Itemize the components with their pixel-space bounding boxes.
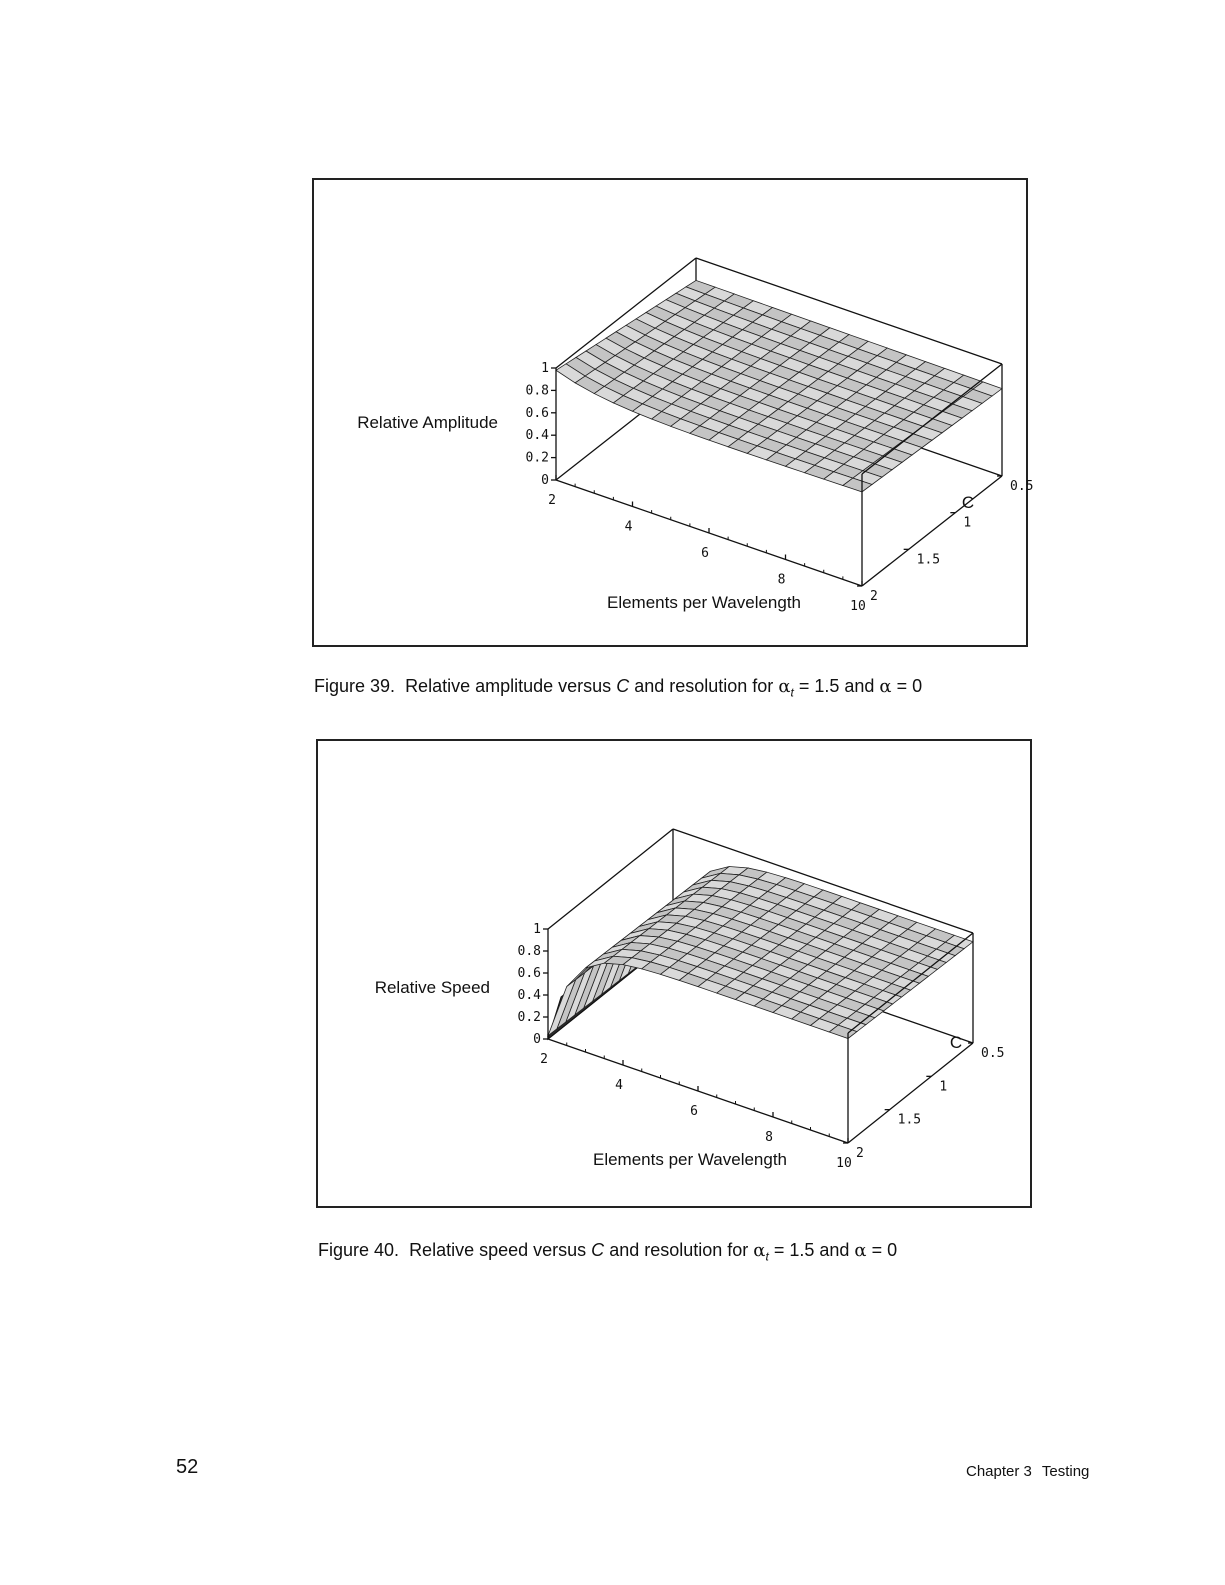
x-tick-label: 2 bbox=[548, 493, 556, 508]
c-tick-label: 0.5 bbox=[981, 1046, 1005, 1061]
surface-mesh bbox=[548, 866, 973, 1039]
z-tick-label: 0 bbox=[541, 473, 549, 488]
z-tick-label: 0.2 bbox=[517, 1010, 541, 1025]
figure-39-svg bbox=[314, 180, 1034, 645]
z-tick-label: 0 bbox=[533, 1032, 541, 1047]
x-tick-label: 8 bbox=[765, 1130, 773, 1145]
x-tick-label: 6 bbox=[701, 546, 709, 561]
box-edge-back-top-left bbox=[548, 829, 673, 929]
x-axis-title: Elements per Wavelength bbox=[592, 1150, 788, 1169]
z-tick-label: 0.4 bbox=[525, 428, 549, 444]
c-tick-label: 1.5 bbox=[897, 1112, 922, 1128]
figure-40-caption: Figure 40. Relative speed versus C and resolution for $\alpha_t = 1.5$ and α = 0 bbox=[318, 1240, 898, 1264]
z-tick-label: 0.8 bbox=[517, 944, 541, 959]
z-tick-label: 1 bbox=[533, 922, 541, 937]
z-tick-label: 0.6 bbox=[517, 966, 541, 981]
x-tick-label: 2 bbox=[540, 1052, 548, 1067]
c-tick-label: 2 bbox=[856, 1146, 864, 1161]
surface-mesh bbox=[556, 280, 1002, 491]
footer-title: Testing bbox=[1041, 1463, 1090, 1480]
figure-39-label: Figure 39. bbox=[314, 676, 396, 696]
footer-chapter: Chapter 3 bbox=[966, 1463, 1032, 1480]
c-axis-title: C bbox=[949, 1033, 963, 1052]
x-tick-label: 10 bbox=[850, 599, 866, 614]
figure-39-caption: Figure 39. Relative amplitude versus C and resolution for $\alpha_t = 1.5$ and α = 0 bbox=[314, 676, 923, 700]
z-tick-label: 1 bbox=[541, 361, 549, 376]
z-tick-label: 0.6 bbox=[525, 405, 549, 421]
z-axis-title: Relative Amplitude bbox=[357, 413, 498, 432]
box-edge-right-bottom bbox=[848, 1043, 973, 1143]
z-tick-label: 0.4 bbox=[517, 988, 541, 1003]
c-tick-label: 1.5 bbox=[916, 552, 941, 568]
c-tick-label: 0.5 bbox=[1010, 479, 1034, 494]
page-number: 52 bbox=[176, 1456, 199, 1478]
c-tick-label: 1 bbox=[939, 1079, 948, 1095]
z-tick-label: 0.8 bbox=[525, 383, 549, 399]
c-axis-title: C bbox=[961, 493, 975, 512]
box-edge-right-bottom bbox=[862, 476, 1002, 586]
figure-40-plot bbox=[316, 739, 1032, 1208]
running-footer bbox=[966, 1463, 1089, 1480]
x-tick-label: 4 bbox=[615, 1078, 623, 1093]
c-tick-label: 2 bbox=[870, 589, 878, 604]
x-tick-label: 8 bbox=[777, 572, 786, 588]
figure-40-label: Figure 40. bbox=[318, 1240, 400, 1260]
x-tick-label: 10 bbox=[836, 1156, 852, 1171]
x-tick-label: 6 bbox=[690, 1104, 698, 1119]
z-tick-label: 0.2 bbox=[525, 450, 549, 466]
figure-39-plot bbox=[312, 178, 1034, 647]
z-axis-title: Relative Speed bbox=[374, 978, 490, 997]
x-tick-label: 4 bbox=[624, 519, 633, 535]
x-axis-title: Elements per Wavelength bbox=[606, 593, 802, 612]
c-tick-label: 1 bbox=[963, 515, 972, 531]
figure-40-svg bbox=[318, 741, 1030, 1206]
